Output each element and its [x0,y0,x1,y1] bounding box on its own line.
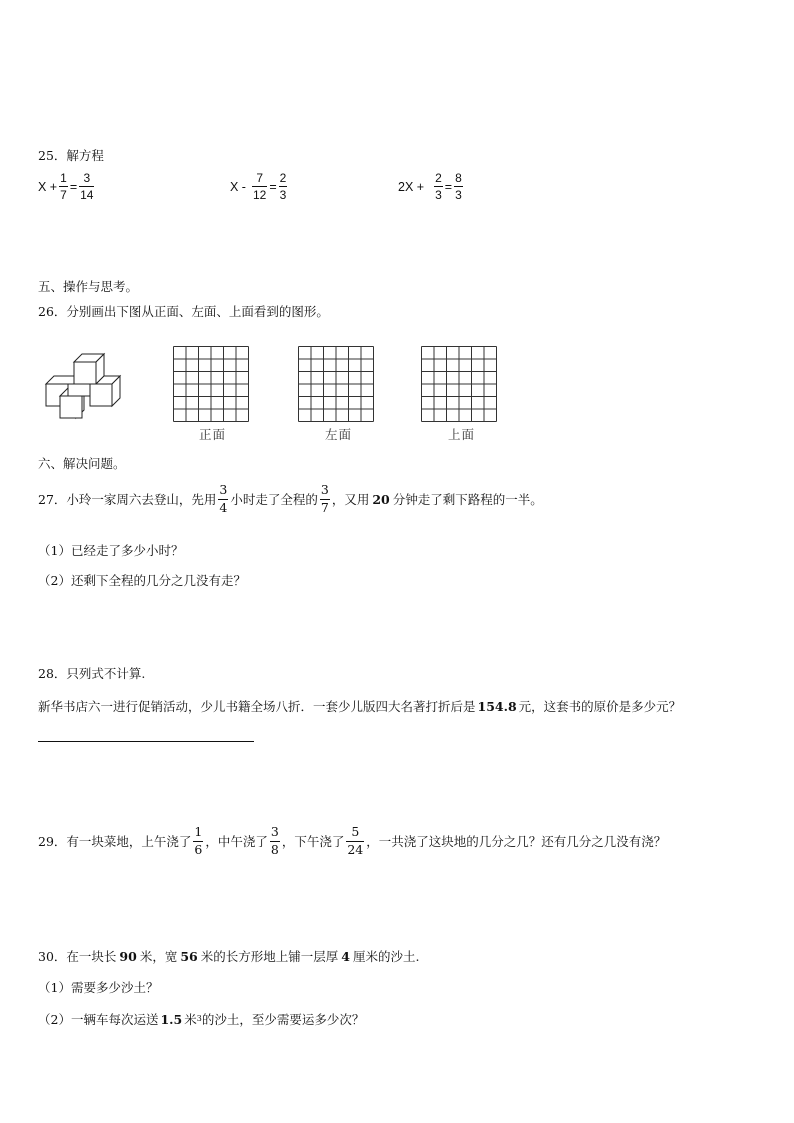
q30-length: 90 [119,948,137,964]
q28-title: 28．只列式不计算. [38,666,146,681]
q29-fraction-afternoon: $\frac{5}{24}$ [347,824,364,857]
top-view-grid[interactable] [421,346,497,422]
eq2-lead: X - [230,179,246,194]
eq3-fraction-2: $\frac{8}{3}$ [455,171,462,202]
front-view-grid[interactable] [173,346,249,422]
q28-price: 154.8 [477,698,517,714]
eq2-equals: = [269,179,277,194]
q27-minutes: 20 [372,491,390,507]
answer-line[interactable] [38,741,254,742]
q29-fraction-morning: $\frac{1}{6}$ [194,824,203,857]
q27-fraction-distance: $\frac{3}{7}$ [320,482,329,515]
left-view-grid[interactable] [298,346,374,422]
eq1-fraction-2: $\frac{3}{14}$ [80,171,94,202]
q26-title: 26．分别画出下图从正面、左面、上面看到的图形。 [38,304,329,319]
q30-question: 30．在一块长 90 米，宽 56 米的长方形地上铺一层厚 4 厘米的沙土. [38,948,420,964]
eq1-lead: X + [38,179,58,194]
q30-thickness: 4 [341,948,350,964]
left-view-caption: 左面 [325,427,353,442]
eq2-fraction-1: $\frac{7}{12}$ [252,171,267,202]
equation-3 [398,172,465,201]
q27-question: 27．小玲一家周六去登山，先用 $\frac{3}{4}$ 小时走了全程的 $\frac{3}{7}$ ，又用 20 分钟走了剩下路程的一半。 [38,482,543,515]
q28-text: 新华书店六一进行促销活动，少儿书籍全场八折．一套少儿版四大名著打折后是 154.8 元，这套书的原价是多少元？ [38,698,682,714]
front-view-caption: 正面 [199,427,227,442]
eq3-fraction-1: $\frac{2}{3}$ [435,171,442,202]
eq1-fraction-1: $\frac{1}{7}$ [60,171,67,202]
q27-sub-1: （1）已经走了多少小时？ [38,543,184,558]
equation-1 [38,172,96,201]
q27-fraction-hours: $\frac{3}{4}$ [219,482,228,515]
q29-question: 29．有一块菜地，上午浇了 $\frac{1}{6}$ ，中午浇了 $\frac{3}{8}$ ，下午浇了 $\frac{5}{24}$ ，一共浇了这块地的几分之几？还有几分之几没有浇？ [38,824,667,857]
section-6-heading: 六、解决问题。 [38,456,126,471]
q27-sub-2: （2）还剩下全程的几分之几没有走？ [38,573,246,588]
q29-fraction-noon: $\frac{3}{8}$ [270,824,279,857]
eq3-equals: = [444,179,453,194]
q30-load: 1.5 [160,1011,183,1027]
eq1-equals: = [69,179,78,194]
eq3-lead: 2X + [398,179,425,194]
q25-title: 25．解方程 [38,148,104,163]
q30-sub-2: （2）一辆车每次运送 1.5 米 3 的沙土，至少需要运多少次？ [38,1011,365,1027]
q30-sub-1: （1）需要多少沙土？ [38,980,159,995]
q30-width: 56 [180,948,198,964]
top-view-caption: 上面 [448,427,476,442]
eq2-fraction-2: $\frac{2}{3}$ [279,171,287,202]
cube-figure [44,352,122,425]
equation-2 [230,172,289,201]
section-5-heading: 五、操作与思考。 [38,279,139,294]
